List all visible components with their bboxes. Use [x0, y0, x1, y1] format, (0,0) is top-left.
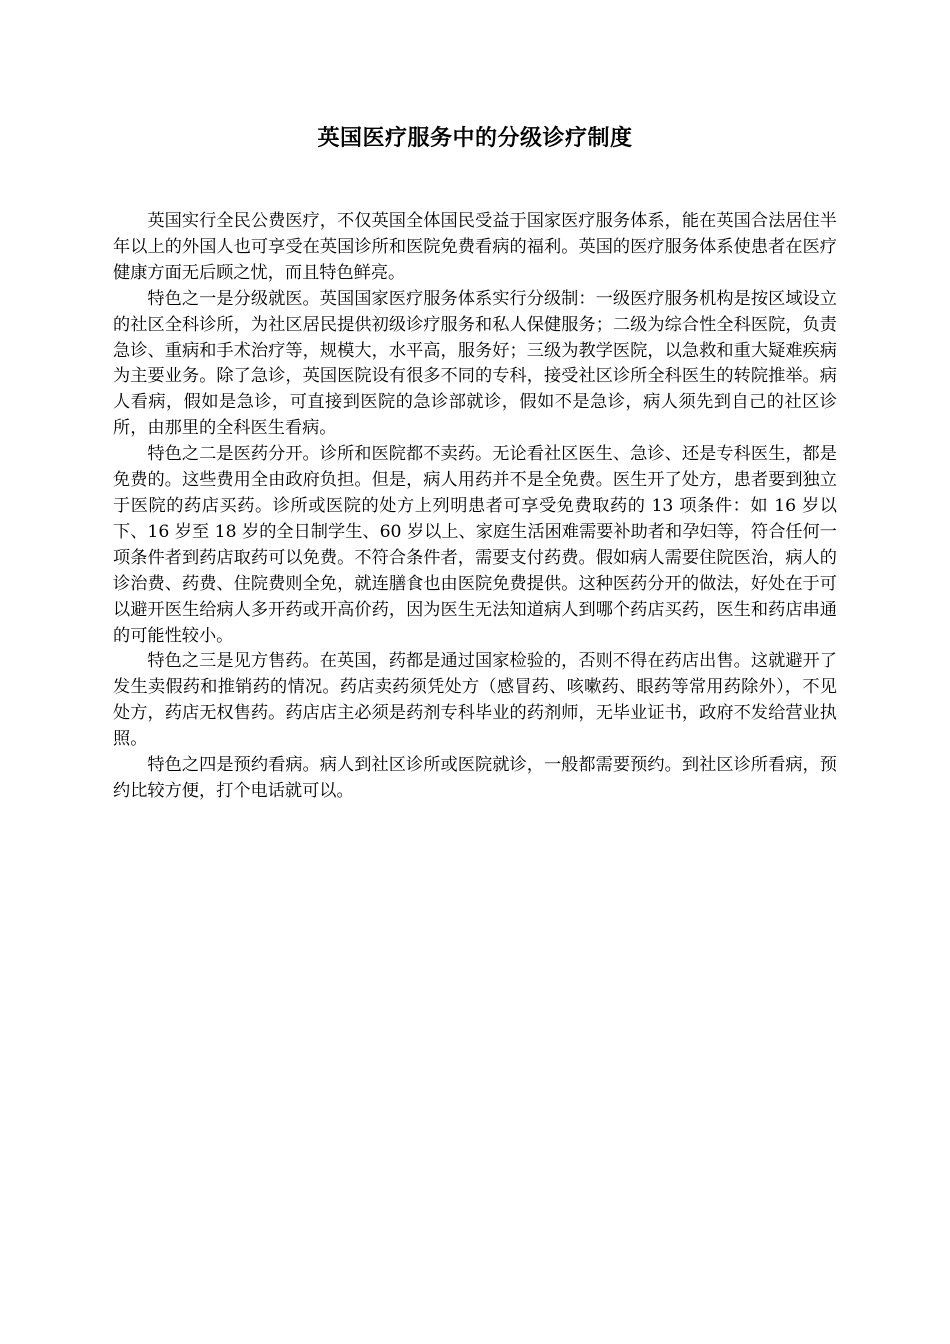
document-body [113, 209, 837, 805]
paragraph-intro: 英国实行全民公费医疗，不仅英国全体国民受益于国家医疗服务体系，能在英国合法居住半年以上的外国人也可享受在英国诊所和医院免费看病的福利。英国的医疗服务体系使患者在医疗健康方面无后顾之忧，而且特色鲜亮。 [113, 211, 837, 283]
paragraph-feature-2: 特色之二是医药分开。诊所和医院都不卖药。无论看社区医生、急诊、还是专科医生，都是免费的。这些费用全由政府负担。但是，病人用药并不是全免费。医生开了处方，患者要到独立于医院的药店买药。诊所或医院的处方上列明患者可享受免费取药的 13 项条件：如 16 岁以下、16 岁至 18 岁的全日制学生、60 岁以上、家庭生活困难需要补助者和孕妇等，符合任何一项条件者到药店取药可以免费。不符合条件者，需要支付药费。假如病人需要住院医治，病人的诊治费、药费、住院费则全免，就连膳食也由医院免费提供。这种医药分开的做法，好处在于可以避开医生给病人多开药或开高价药，因为医生无法知道病人到哪个药店买药，医生和药店串通的可能性较小。 [113, 444, 837, 646]
paragraph-feature-3: 特色之三是见方售药。在英国，药都是通过国家检验的，否则不得在药店出售。这就避开了发生卖假药和推销药的情况。药店卖药须凭处方（感冒药、咳嗽药、眼药等常用药除外），不见处方，药店无权售药。药店店主必须是药剂专科毕业的药剂师，无毕业证书，政府不发给营业执照。 [113, 651, 837, 750]
document-title: 英国医疗服务中的分级诊疗制度 [317, 126, 633, 151]
paragraph-feature-1: 特色之一是分级就医。英国国家医疗服务体系实行分级制：一级医疗服务机构是按区域设立的社区全科诊所，为社区居民提供初级诊疗服务和私人保健服务；二级为综合性全科医院，负责急诊、重病和手术治疗等，规模大，水平高，服务好；三级为教学医院，以急救和重大疑难疾病为主要业务。除了急诊，英国医院设有很多不同的专科，接受社区诊所全科医生的转院推举。病人看病，假如是急诊，可直接到医院的急诊部就诊，假如不是急诊，病人须先到自己的社区诊所，由那里的全科医生看病。 [113, 288, 837, 439]
paragraph-feature-4: 特色之四是预约看病。病人到社区诊所或医院就诊，一般都需要预约。到社区诊所看病，预约比较方便，打个电话就可以。 [113, 755, 837, 801]
